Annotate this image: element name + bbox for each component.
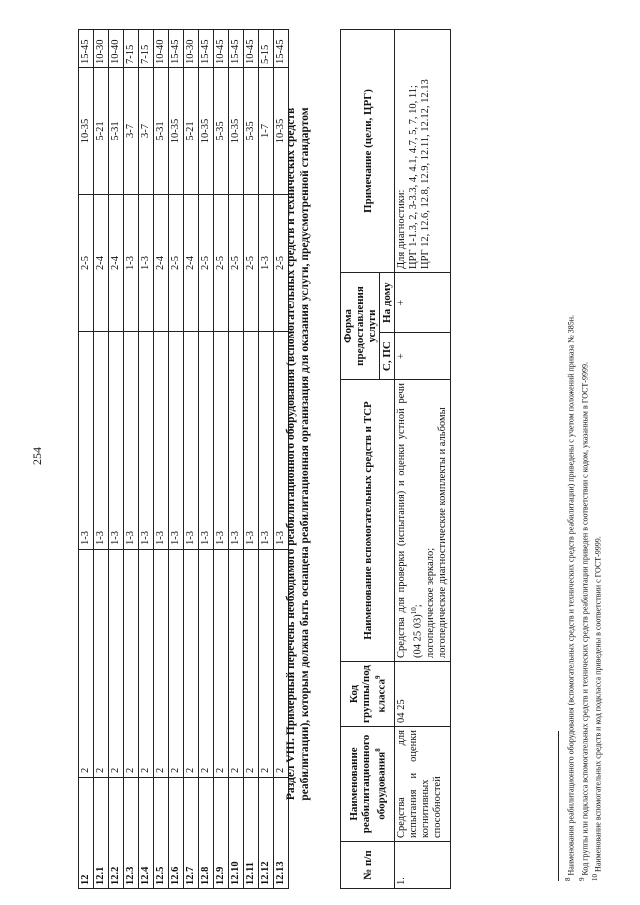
- table-cell: 2: [79, 550, 94, 778]
- table-cell: 2-5: [214, 195, 229, 332]
- table-cell: 12.12: [259, 778, 274, 889]
- table-row: [109, 30, 124, 889]
- table-cell: 1-3: [79, 332, 94, 550]
- table-cell: 1-3: [94, 332, 109, 550]
- row-num: 1.: [395, 842, 451, 889]
- table-cell: 15-45: [274, 30, 289, 68]
- footnote: $^9$ Код группы или подкласса вспомогательных средств и технических средств реабилитации приведен в соответствии с кодом, указанным в ГОСТ-9999.: [577, 362, 590, 881]
- table-cell: 2-5: [244, 195, 259, 332]
- table-cell: 5-21: [184, 68, 199, 195]
- table-cell: 2: [184, 550, 199, 778]
- table-cell: 15-45: [229, 30, 244, 68]
- table-cell: 12.1: [94, 778, 109, 889]
- table-cell: 1-3: [169, 332, 184, 550]
- header-code: Код группы/под класса$^9$: [341, 662, 395, 727]
- table-cell: 2: [259, 550, 274, 778]
- table-cell: 10-35: [229, 68, 244, 195]
- table-cell: 1-3: [274, 332, 289, 550]
- table-cell: 2: [199, 550, 214, 778]
- header-tsr: Наименование вспомогательных средств и ТСР: [341, 380, 395, 662]
- table-cell: 1-3: [214, 332, 229, 550]
- table-cell: 1-3: [199, 332, 214, 550]
- table-cell: 5-35: [244, 68, 259, 195]
- header-form-sps: С, ПС: [380, 333, 395, 380]
- table-row: [124, 30, 139, 889]
- table-cell: 12.8: [199, 778, 214, 889]
- table-cell: 15-45: [199, 30, 214, 68]
- header-note: Примечание (цели, ЦРГ): [341, 30, 395, 273]
- table-cell: 10-30: [184, 30, 199, 68]
- table-row: [199, 30, 214, 889]
- table-cell: 1-3: [244, 332, 259, 550]
- section-heading: [284, 19, 312, 889]
- table-cell: 12.3: [124, 778, 139, 889]
- table-row: [395, 30, 451, 889]
- table-cell: 1-3: [109, 332, 124, 550]
- table-cell: 3-7: [124, 68, 139, 195]
- table-cell: 15-45: [79, 30, 94, 68]
- table-cell: 10-45: [214, 30, 229, 68]
- table-cell: 1-7: [259, 68, 274, 195]
- table-cell: 2: [109, 550, 124, 778]
- table-cell: 12.10: [229, 778, 244, 889]
- table-cell: 10-35: [199, 68, 214, 195]
- header-num: № п/п: [341, 842, 395, 889]
- table-cell: 5-21: [94, 68, 109, 195]
- table-row: [79, 30, 94, 889]
- table-cell: 10-45: [244, 30, 259, 68]
- table-cell: 2-4: [109, 195, 124, 332]
- table-cell: 2: [229, 550, 244, 778]
- table-cell: 10-40: [109, 30, 124, 68]
- section-heading-line-2: реабилитации), которым должна быть оснащена реабилитационная организация для оказания услуги, предусмотренной стандартом: [299, 107, 311, 801]
- header-form: Форма предоставления услуги: [341, 272, 380, 379]
- row-tsr: Средства для проверки (испытания) и оценки устной речи (04 25 03)$^{10}$; логопедическое зеркало; логопедические диагностические комплекты и альбомы: [395, 380, 451, 662]
- equipment-table: [340, 29, 451, 889]
- table-cell: 2-5: [169, 195, 184, 332]
- table-cell: 2-5: [199, 195, 214, 332]
- footnote-divider: [558, 731, 559, 881]
- table-row: [154, 30, 169, 889]
- table-cell: 1-3: [139, 195, 154, 332]
- footnote: $^8$ Наименования реабилитационного оборудования (вспомогательных средств и технических средств реабилитации) приведены с учетом положений приказа № 385н.: [564, 314, 576, 881]
- footnotes: [558, 31, 604, 881]
- table-cell: 2-4: [184, 195, 199, 332]
- table-row: [244, 30, 259, 889]
- table-cell: 1-3: [259, 332, 274, 550]
- table-cell: 3-7: [139, 68, 154, 195]
- table-cell: 15-45: [169, 30, 184, 68]
- table-cell: 12.6: [169, 778, 184, 889]
- table-row: [259, 30, 274, 889]
- section-heading-line-1: Раздел VIII. Примерный перечень необходимого реабилитационного оборудования (вспомогательных средств и технических средств: [285, 107, 297, 801]
- table-cell: 12.2: [109, 778, 124, 889]
- table-cell: 1-3: [154, 332, 169, 550]
- table-row: [214, 30, 229, 889]
- table-cell: 10-40: [154, 30, 169, 68]
- header-form-home: На дому: [380, 272, 395, 332]
- table-cell: 1-3: [139, 332, 154, 550]
- row-code: 04 25: [395, 662, 451, 727]
- table-cell: 1-3: [124, 332, 139, 550]
- table-cell: 12.9: [214, 778, 229, 889]
- table-cell: 1-3: [229, 332, 244, 550]
- table-cell: 2: [94, 550, 109, 778]
- table-cell: 2-4: [94, 195, 109, 332]
- table-row: [94, 30, 109, 889]
- table-cell: 12.5: [154, 778, 169, 889]
- table-cell: 2-5: [229, 195, 244, 332]
- table-cell: 7-15: [124, 30, 139, 68]
- table-cell: 5-15: [259, 30, 274, 68]
- table-cell: 12.4: [139, 778, 154, 889]
- table-cell: 5-31: [154, 68, 169, 195]
- table-cell: 2: [244, 550, 259, 778]
- table-cell: 10-30: [94, 30, 109, 68]
- row-note: Для диагностики: ЦРГ 1-1.3, 2, 3-3.3, 4, 4.1, 4.7, 5, 7, 10, 11; ЦРГ 12, 12.6, 12.8, 12.9, 12.11, 12.12, 12.13: [395, 30, 451, 273]
- table-cell: 2: [274, 550, 289, 778]
- table-cell: 2-5: [79, 195, 94, 332]
- table-cell: 1-3: [259, 195, 274, 332]
- row-equipment-name: Средства для испытания и оценки когнитивных способностей: [395, 727, 451, 842]
- row-form-sps: +: [395, 333, 451, 380]
- table-cell: 1-3: [184, 332, 199, 550]
- table-cell: 2: [124, 550, 139, 778]
- table-row: [184, 30, 199, 889]
- table-cell: 10-35: [274, 68, 289, 195]
- table-cell: 2: [214, 550, 229, 778]
- duration-table: [78, 29, 289, 889]
- table-cell: 2: [154, 550, 169, 778]
- table-cell: 10-35: [79, 68, 94, 195]
- table-cell: 10-35: [169, 68, 184, 195]
- table-cell: 2: [169, 550, 184, 778]
- table-cell: 12.11: [244, 778, 259, 889]
- table-cell: 12.7: [184, 778, 199, 889]
- row-form-home: +: [395, 272, 451, 332]
- table-cell: 7-15: [139, 30, 154, 68]
- table-row: [169, 30, 184, 889]
- header-equipment-name: Наименование реабилитационного оборудования$^8$: [341, 727, 395, 842]
- table-cell: 2: [139, 550, 154, 778]
- table-cell: 12: [79, 778, 94, 889]
- table-row: [229, 30, 244, 889]
- table-cell: 1-3: [124, 195, 139, 332]
- table-cell: 12.13: [274, 778, 289, 889]
- footnote: $^{10}$ Наименование вспомогательных средств и код подкласса приведены в соответствии с ГОСТ-9999.: [591, 536, 603, 881]
- table-cell: 2-5: [274, 195, 289, 332]
- table-cell: 5-31: [109, 68, 124, 195]
- table-cell: 2-4: [154, 195, 169, 332]
- table-row: [139, 30, 154, 889]
- page-number: 254: [30, 447, 44, 465]
- table-cell: 5-35: [214, 68, 229, 195]
